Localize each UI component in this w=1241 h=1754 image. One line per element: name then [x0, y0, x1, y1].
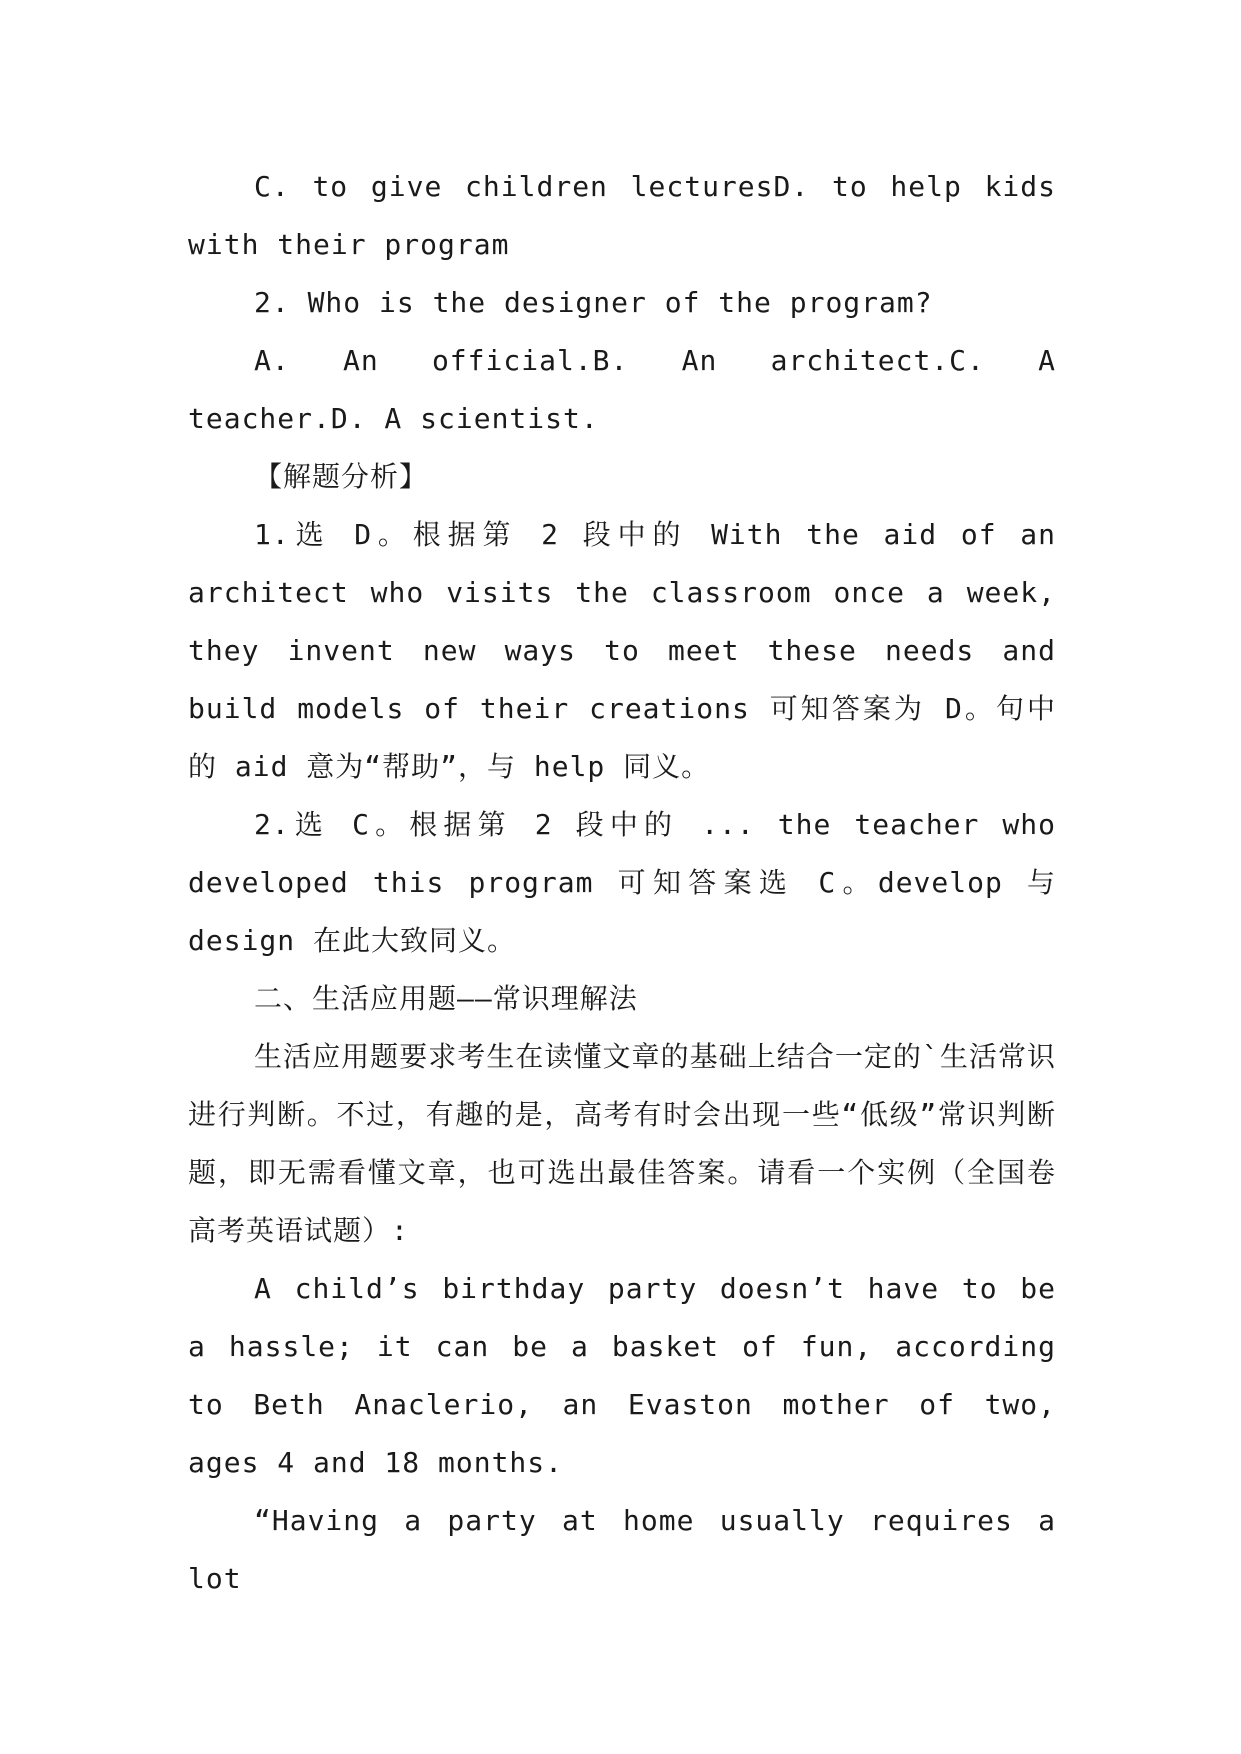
option-line-c-d: C. to give children lecturesD. to help kids with their program: [188, 170, 1056, 261]
answer-2-explanation: 2.选 C。根据第 2 段中的 ... the teacher who developed this program 可知答案选 C。develop 与 design 在此大致同义。: [188, 808, 1056, 957]
answer-1-explanation: 1.选 D。根据第 2 段中的 With the aid of an architect who visits the classroom once a week, they invent new ways to meet these needs and build models of their creations 可知答案为 D。句中的 aid 意为“帮助”，与 help 同义。: [188, 518, 1056, 783]
question-2: 2. Who is the designer of the program?: [254, 286, 933, 319]
passage-paragraph-2: “Having a party at home usually requires a lot: [188, 1504, 1056, 1595]
document-page: [188, 158, 1056, 1608]
section-intro-paragraph: 生活应用题要求考生在读懂文章的基础上结合一定的`生活常识进行判断。不过，有趣的是，高考有时会出现一些“低级”常识判断题，即无需看懂文章，也可选出最佳答案。请看一个实例（全国卷高考英语试题）:: [188, 1040, 1056, 1247]
passage-paragraph-1: A child’s birthday party doesn’t have to be a hassle; it can be a basket of fun, according to Beth Anaclerio, an Evaston mother of two, ages 4 and 18 months.: [188, 1272, 1056, 1479]
section-heading-life-application: 二、生活应用题——常识理解法: [254, 982, 638, 1015]
question-2-options: A. An official.B. An architect.C. A teacher.D. A scientist.: [188, 344, 1056, 435]
analysis-heading: 【解题分析】: [254, 460, 429, 493]
